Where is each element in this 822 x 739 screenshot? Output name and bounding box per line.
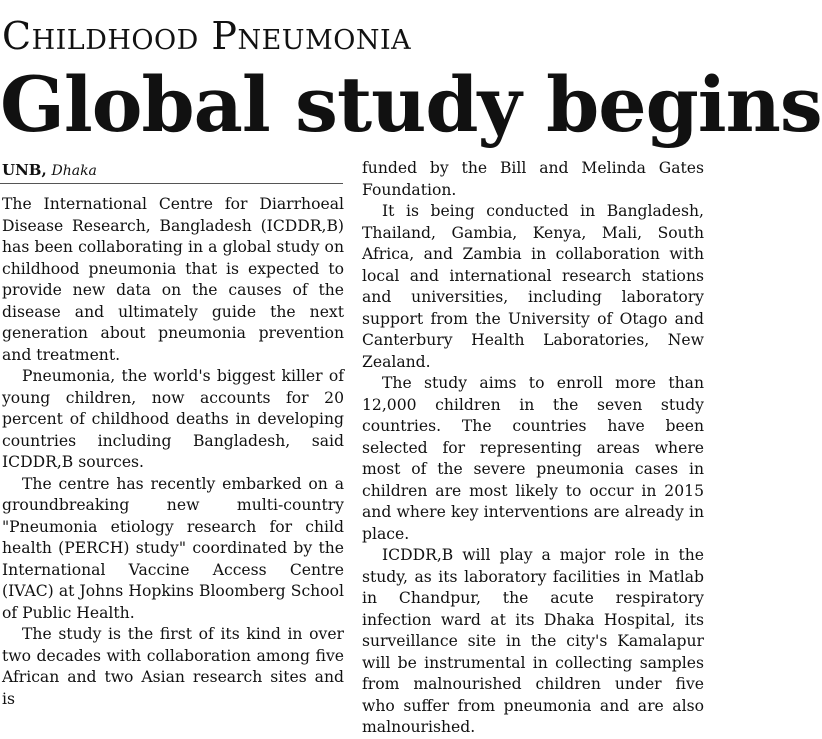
article-column-1	[2, 194, 344, 710]
paragraph: The International Centre for Diarrhoeal Disease Research, Bangladesh (ICDDR,B) has been collaborating in a global study on childhood pneumonia that is expected to provide new data on the causes of the disease and ultimately guide the next generation about pneumonia prevention and treatment.	[2, 195, 344, 364]
paragraph: The study is the first of its kind in over two decades with collaboration among five African and two Asian research sites and is	[2, 625, 344, 708]
byline	[2, 160, 97, 181]
paragraph: The study aims to enroll more than 12,000 children in the seven study countries. The countries have been selected for representing areas where most of the severe pneumonia cases in children are most likely to occur in 2015 and where key interventions are already in place.	[362, 374, 704, 543]
paragraph: It is being conducted in Bangladesh, Thailand, Gambia, Kenya, Mali, South Africa, and Zambia in collaboration with local and international research stations and universities, including laboratory support from the University of Otago and Canterbury Health Laboratories, New Zealand.	[362, 202, 704, 371]
paragraph: ICDDR,B will play a major role in the study, as its laboratory facilities in Matlab in Chandpur, the acute respiratory infection ward at its Dhaka Hospital, its surveillance site in the city's Kamalapur will be instrumental in collecting samples from malnourished children under five who suffer from pneumonia and are also malnourished.	[362, 546, 704, 736]
byline-place: Dhaka	[51, 163, 97, 179]
article-headline: Global study begins	[0, 60, 822, 149]
byline-divider	[0, 183, 343, 184]
byline-agency: UNB,	[2, 161, 47, 179]
paragraph: Pneumonia, the world's biggest killer of young children, now accounts for 20 percent of childhood deaths in developing countries including Bangladesh, said ICDDR,B sources.	[2, 367, 344, 471]
paragraph: The centre has recently embarked on a groundbreaking new multi-country "Pneumonia etiology research for child health (PERCH) study" coordinated by the International Vaccine Access Centre (IVAC) at Johns Hopkins Bloomberg School of Public Health.	[2, 474, 344, 622]
article-column-2	[362, 158, 704, 739]
article-kicker: Childhood Pneumonia	[2, 14, 412, 58]
paragraph: funded by the Bill and Melinda Gates Foundation.	[362, 159, 704, 199]
